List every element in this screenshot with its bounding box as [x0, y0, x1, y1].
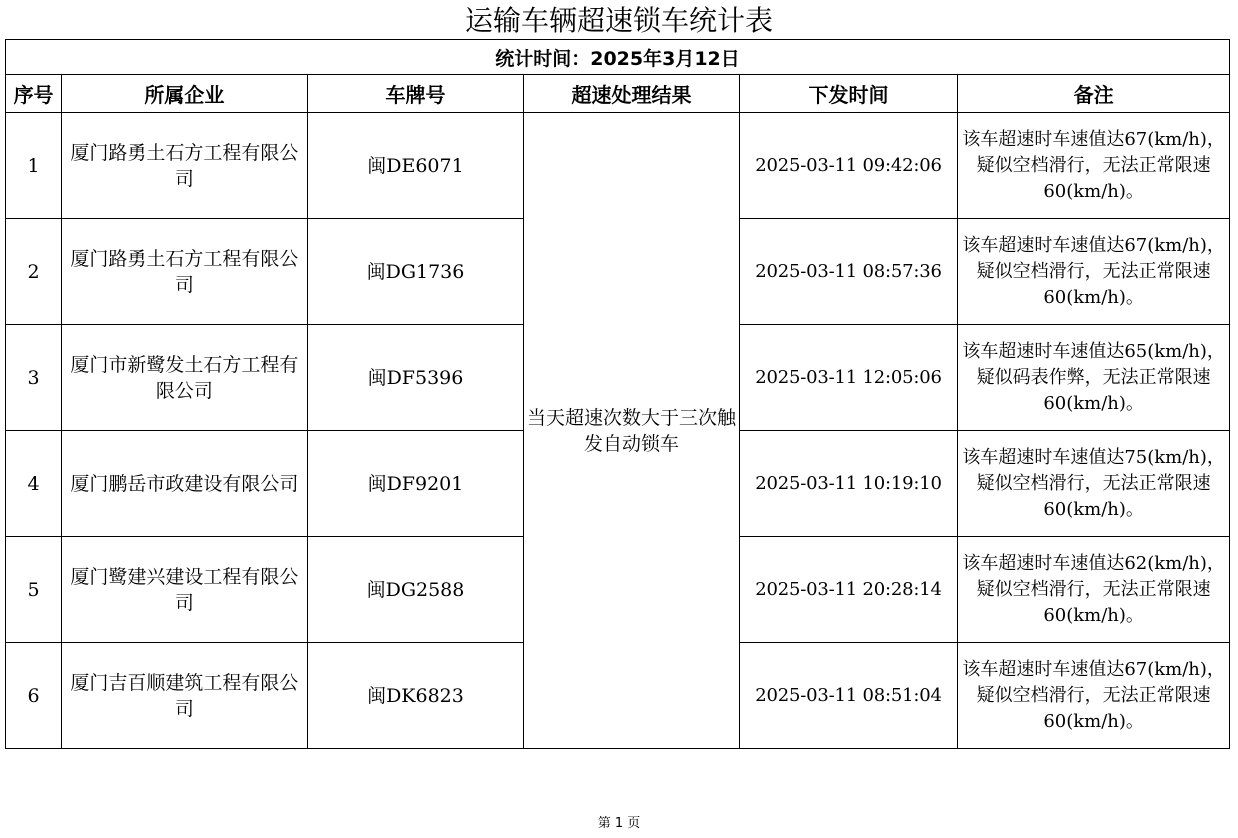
row-issue-time: 2025-03-11 08:57:36 — [739, 219, 958, 325]
speeding-lock-table — [5, 39, 1230, 749]
header-result: 超速处理结果 — [524, 75, 740, 113]
row-seq: 6 — [6, 643, 62, 749]
row-company: 厦门鹏岳市政建设有限公司 — [62, 431, 308, 537]
stat-time-row — [6, 40, 1230, 75]
row-seq: 3 — [6, 325, 62, 431]
row-company: 厦门鹭建兴建设工程有限公司 — [62, 537, 308, 643]
row-company: 厦门吉百顺建筑工程有限公司 — [62, 643, 308, 749]
row-note: 该车超速时车速值达67(km/h)，疑似空档滑行，无法正常限速60(km/h)。 — [958, 219, 1230, 325]
row-plate: 闽DF5396 — [307, 325, 524, 431]
row-issue-time: 2025-03-11 08:51:04 — [739, 643, 958, 749]
header-company: 所属企业 — [62, 75, 308, 113]
row-issue-time: 2025-03-11 09:42:06 — [739, 113, 958, 219]
row-issue-time: 2025-03-11 20:28:14 — [739, 537, 958, 643]
row-note: 该车超速时车速值达67(km/h)，疑似空档滑行，无法正常限速60(km/h)。 — [958, 113, 1230, 219]
header-issue-time: 下发时间 — [739, 75, 958, 113]
row-seq: 5 — [6, 537, 62, 643]
table-row — [6, 113, 1230, 219]
row-seq: 1 — [6, 113, 62, 219]
result-merged-cell: 当天超速次数大于三次触发自动锁车 — [524, 113, 740, 749]
document-title: 运输车辆超速锁车统计表 — [464, 4, 773, 37]
header-note: 备注 — [958, 75, 1230, 113]
page-number: 第 1 页 — [597, 816, 641, 831]
row-plate: 闽DG1736 — [307, 219, 524, 325]
row-plate: 闽DE6071 — [307, 113, 524, 219]
row-plate: 闽DF9201 — [307, 431, 524, 537]
header-seq: 序号 — [6, 75, 62, 113]
row-seq: 2 — [6, 219, 62, 325]
header-row — [6, 75, 1230, 113]
row-plate: 闽DK6823 — [307, 643, 524, 749]
row-note: 该车超速时车速值达67(km/h)，疑似空档滑行，无法正常限速60(km/h)。 — [958, 643, 1230, 749]
row-company: 厦门路勇土石方工程有限公司 — [62, 219, 308, 325]
row-company: 厦门市新鹭发土石方工程有限公司 — [62, 325, 308, 431]
row-issue-time: 2025-03-11 12:05:06 — [739, 325, 958, 431]
row-seq: 4 — [6, 431, 62, 537]
header-plate: 车牌号 — [307, 75, 524, 113]
row-note: 该车超速时车速值达65(km/h)，疑似码表作弊，无法正常限速60(km/h)。 — [958, 325, 1230, 431]
stat-time: 统计时间：2025年3月12日 — [6, 40, 1230, 75]
row-plate: 闽DG2588 — [307, 537, 524, 643]
row-note: 该车超速时车速值达75(km/h)，疑似空档滑行，无法正常限速60(km/h)。 — [958, 431, 1230, 537]
row-company: 厦门路勇土石方工程有限公司 — [62, 113, 308, 219]
row-issue-time: 2025-03-11 10:19:10 — [739, 431, 958, 537]
row-note: 该车超速时车速值达62(km/h)，疑似空档滑行，无法正常限速60(km/h)。 — [958, 537, 1230, 643]
